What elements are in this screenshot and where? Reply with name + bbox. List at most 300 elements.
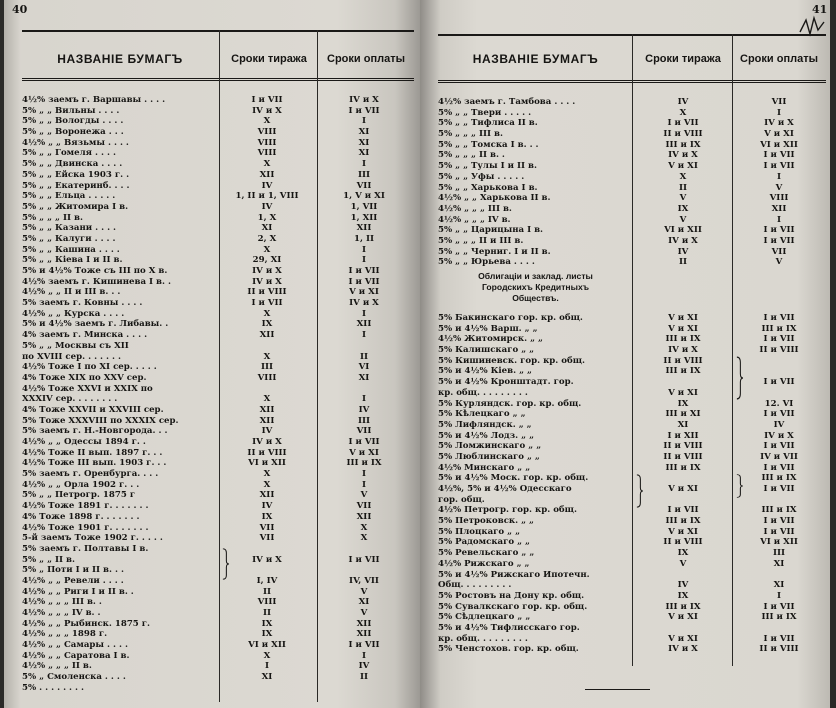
payment-dates (733, 570, 825, 581)
table-row (438, 644, 826, 655)
draw-dates: I и VII (667, 505, 699, 516)
table-row (22, 213, 414, 224)
group-brace (736, 474, 743, 498)
security-name: 5% „ „ Житомира I в. (22, 201, 129, 212)
payment-dates: IV, VII (349, 575, 379, 586)
payment-dates: I и VII (763, 633, 795, 644)
payment-dates: V (360, 608, 368, 618)
payment-dates: IV и VII (760, 451, 798, 462)
draw-dates: III и IX (665, 462, 701, 473)
security-name: 5% „ „ „ II и III в. (438, 235, 524, 246)
payment-dates: VI и XII (760, 139, 798, 150)
security-name: 4½% „ „ Орла 1902 г. . . (22, 479, 140, 490)
table-row (438, 559, 826, 570)
draw-dates: II (678, 182, 688, 193)
payment-dates: II и VIII (759, 644, 799, 655)
payment-dates: XI (773, 558, 785, 569)
security-name: 4% Тоже XXVII и XXVIII сер. (22, 404, 164, 415)
security-name: 5% „ „ „ II в. (22, 212, 83, 223)
right-page (420, 0, 830, 708)
table-row (22, 319, 414, 330)
payment-dates: V (775, 257, 783, 268)
security-name: 5% Ченстохов. гор. кр. общ. (438, 644, 579, 655)
draw-dates (218, 341, 316, 352)
payment-dates: I (361, 159, 367, 170)
table-row (22, 255, 414, 266)
security-name: 5% Ревельскаго „ „ (438, 548, 535, 559)
table-row (438, 97, 826, 108)
security-name: 5% заемъ г. Полтавы I в. (22, 543, 149, 554)
payment-dates: I и VII (763, 313, 795, 323)
payment-dates: V и XI (764, 129, 794, 140)
payment-dates: IV (358, 404, 370, 415)
header-draw-dates: Сроки тиража (231, 53, 307, 65)
draw-dates: 1, X (257, 212, 277, 223)
security-name: 4½%, 5% и 4½% Одесскаго (438, 484, 572, 494)
table-row (438, 366, 826, 377)
draw-dates: V (679, 558, 687, 569)
payment-dates: I и VII (763, 161, 795, 172)
payment-dates: I и VII (348, 437, 380, 447)
payment-dates: II (359, 672, 369, 683)
security-name: 5% „ Смоленска . . . . (22, 672, 126, 683)
payment-dates: 1, V и XI (343, 191, 385, 202)
security-name: 5% „ „ Харькова I в. (438, 182, 538, 193)
table-row (22, 181, 414, 192)
draw-dates: XII (259, 415, 275, 426)
payment-dates: III и IX (346, 458, 382, 469)
draw-dates: IV (261, 426, 273, 437)
draw-dates: X (263, 469, 271, 480)
payment-dates: IV и X (349, 95, 379, 105)
draw-dates: IV и X (252, 266, 282, 276)
security-name: 4½% „ „ „ III в. . (22, 597, 102, 608)
table-row (438, 204, 826, 215)
closing-rule (585, 689, 650, 690)
draw-dates (218, 565, 316, 576)
table-row (22, 437, 414, 448)
draw-dates: V и XI (668, 526, 698, 537)
payment-dates: I (776, 214, 782, 225)
draw-dates: VIII (257, 372, 277, 383)
draw-dates (633, 377, 733, 388)
security-name: 5% Сѣдлецкаго „ „ (438, 612, 531, 623)
table-row (438, 409, 826, 420)
payment-dates: XII (356, 618, 372, 629)
draw-dates: V (679, 193, 687, 204)
table-row (22, 565, 414, 576)
payment-dates: I и VII (763, 150, 795, 161)
security-name: 5% и 4½% Лодз. „ „ (438, 430, 535, 441)
draw-dates: X (679, 107, 687, 118)
draw-dates: V и XI (668, 387, 698, 398)
security-name: 5% „ „ Москвы съ XII (22, 340, 129, 351)
payment-dates: IV (358, 661, 370, 672)
security-name: 5% и 4½% Моск. гор. кр. общ. (438, 473, 589, 484)
security-name: 5% „ „ Ейска 1903 г. . (22, 169, 130, 180)
draw-dates: IV (677, 97, 689, 107)
table-row (22, 287, 414, 298)
group-brace (736, 356, 743, 400)
payment-dates: 12. VI (764, 398, 794, 409)
security-name: 5% и 4½% Тоже съ III по X в. (22, 266, 168, 276)
draw-dates: IX (677, 203, 689, 214)
payment-dates: XI (358, 127, 370, 138)
draw-dates: X (263, 479, 271, 490)
table-row (438, 108, 826, 119)
table-row (22, 523, 414, 534)
security-name: 5% „ „ „ III в. (438, 129, 503, 140)
security-name: кр. общ. . . . . . . . . (438, 633, 528, 644)
payment-dates: I (361, 244, 367, 255)
table-row (22, 405, 414, 416)
draw-dates: III и IX (665, 334, 701, 345)
header-draw-dates: Сроки тиража (645, 53, 721, 65)
security-name: 5% „ „ Тулы I и II в. (438, 161, 537, 172)
draw-dates: XI (261, 672, 273, 683)
payment-dates: I (776, 107, 782, 118)
security-name: 5% „ „ Казани . . . . (22, 223, 117, 234)
draw-dates: II и VIII (663, 355, 703, 366)
draw-dates: V и XI (668, 633, 698, 644)
left-page (4, 0, 420, 708)
security-name: 5% Курляндск. гор. кр. общ. (438, 398, 582, 409)
table-row (22, 651, 414, 662)
security-name: 4½% Житомирск. „ „ (438, 334, 543, 345)
security-name: 5% и 4½% Рижскаго Ипотечн. (438, 569, 590, 580)
table-row (22, 683, 414, 694)
draw-dates: V (679, 214, 687, 225)
security-name: 4% заемъ г. Минска . . . . (22, 330, 148, 341)
payment-dates: I и VII (348, 266, 380, 276)
table-row (438, 345, 826, 356)
table-row (22, 127, 414, 138)
payment-dates (316, 384, 412, 395)
draw-dates: II (262, 608, 272, 618)
table-row (22, 330, 414, 341)
section-heading-line: Обществъ. (512, 293, 559, 303)
payment-dates: I и VII (763, 409, 795, 420)
payment-dates: XII (356, 319, 372, 330)
page-number: 40 (12, 3, 28, 16)
draw-dates: III и XI (665, 409, 701, 420)
security-name: 4½% заемъ г. Варшавы . . . . (22, 95, 166, 105)
page-number: 41 (812, 3, 828, 16)
payment-dates: I и VII (763, 235, 795, 246)
table-row (438, 548, 826, 559)
securities-table (22, 95, 414, 694)
draw-dates: IV и X (668, 150, 698, 161)
draw-dates: IV и X (252, 554, 282, 565)
draw-dates: IV (261, 180, 273, 191)
draw-dates: VI и XII (664, 225, 702, 236)
table-row (22, 223, 414, 234)
draw-dates: II и VIII (663, 441, 703, 452)
draw-dates: II и VIII (663, 451, 703, 462)
security-name: 4½% „ „ „ IV в. . (22, 608, 101, 618)
security-name: 5% Кишиневск. гор. кр. общ. (438, 355, 586, 366)
table-row (22, 362, 414, 373)
table-row (22, 159, 414, 170)
security-name: 4½% Минскаго „ „ (438, 462, 531, 473)
security-name: по XVIII сер. . . . . . . (22, 351, 122, 362)
table-row (22, 661, 414, 672)
draw-dates: II и VIII (663, 129, 703, 140)
payment-dates: XI (358, 148, 370, 159)
table-row (22, 448, 414, 459)
payment-dates: III и IX (761, 612, 797, 623)
security-name: XXXIV сер. . . . . . . . (22, 394, 118, 405)
payment-dates: V (360, 586, 368, 597)
table-row (438, 129, 826, 140)
payment-dates: VII (356, 501, 372, 512)
security-name: 5% Ломжинскаго „ „ (438, 441, 542, 452)
draw-dates (633, 570, 733, 581)
payment-dates: I (361, 394, 367, 405)
payment-dates: I (361, 650, 367, 661)
table-row (438, 431, 826, 442)
payment-dates: VII (356, 180, 372, 191)
security-name: 5% Люблинскаго „ „ (438, 451, 540, 462)
draw-dates: IX (677, 548, 689, 559)
security-name: 5% „ „ Воронежа . . . (22, 127, 124, 138)
security-name: 5% Тоже XXXVIII по XXXIX сер. (22, 415, 179, 426)
payment-dates: X (360, 533, 368, 544)
draw-dates: X (263, 351, 271, 362)
table-row (438, 313, 826, 324)
table-row (22, 191, 414, 202)
payment-dates: VII (771, 246, 787, 257)
security-name: 4½% „ „ II и III в. . . (22, 287, 121, 298)
table-row (438, 441, 826, 452)
draw-dates: III (260, 362, 274, 373)
table-row (22, 384, 414, 395)
security-name: 4½% Тоже 1891 г. . . . . . . (22, 501, 149, 512)
table-row (438, 527, 826, 538)
draw-dates: II и VIII (663, 537, 703, 548)
payment-dates: 1, VII (350, 201, 378, 212)
table-row (22, 640, 414, 651)
security-name: 5% и 4½% Варш. „ „ (438, 323, 538, 334)
draw-dates: IV (677, 246, 689, 257)
draw-dates: IV (261, 501, 273, 512)
payment-dates: VII (356, 426, 372, 437)
security-name: 5% Плоцкаго „ „ (438, 526, 521, 537)
draw-dates: XII (259, 330, 275, 341)
table-row (22, 416, 414, 427)
payment-dates (733, 366, 825, 377)
payment-dates: V (360, 490, 368, 501)
security-name: 4½% „ „ Вязьмы . . . . (22, 137, 129, 148)
security-name: 4½% „ „ Саратова I в. (22, 650, 130, 661)
payment-dates (316, 565, 412, 576)
draw-dates: I и VII (667, 118, 699, 129)
draw-dates: XI (677, 419, 689, 430)
security-name: 4½% „ „ „ III в. (438, 203, 512, 214)
security-name: 5% Ростовъ на Дону кр. общ. (438, 590, 585, 601)
table-row (22, 469, 414, 480)
table-row (438, 150, 826, 161)
table-row (438, 623, 826, 634)
security-name: 4½% Тоже I по XI сер. . . . . (22, 362, 157, 373)
table-row (438, 580, 826, 591)
header-payment-dates: Сроки оплаты (740, 53, 818, 65)
payment-dates: V (775, 182, 783, 193)
table-row (438, 591, 826, 602)
table-row (438, 484, 826, 495)
draw-dates (218, 384, 316, 395)
table-row (22, 490, 414, 501)
security-name: 5% и 4½% Тифлисскаго гор. (438, 622, 580, 633)
draw-dates: X (263, 394, 271, 405)
table-row (438, 161, 826, 172)
table-row (438, 334, 826, 345)
security-name: 5% „ Поти I и II в. . . (22, 565, 124, 576)
draw-dates: XII (259, 169, 275, 180)
draw-dates: III и IX (665, 516, 701, 527)
table-row (22, 116, 414, 127)
table-row (438, 570, 826, 581)
payment-dates: XI (358, 137, 370, 148)
table-row (438, 356, 826, 367)
payment-dates: XII (771, 203, 787, 214)
payment-dates: I (361, 479, 367, 490)
payment-dates: XI (773, 580, 785, 591)
draw-dates: IV и X (252, 276, 282, 287)
security-name: 4½% Тоже 1901 г. . . . . . . (22, 522, 149, 533)
security-name: 5% . . . . . . . . (22, 682, 85, 693)
security-name: 4½% „ „ „ 1898 г. (22, 629, 108, 640)
header-security-name: НАЗВАНІЕ БУМАГЪ (57, 52, 183, 66)
payment-dates: I и VII (763, 526, 795, 537)
payment-dates: I и VII (763, 601, 795, 612)
security-name: 5% „ „ Вильны . . . . (22, 105, 120, 116)
table-row (22, 234, 414, 245)
table-row (22, 394, 414, 405)
security-name: 4½% „ „ Харькова II в. (438, 193, 551, 204)
payment-dates: VI и XII (760, 537, 798, 548)
table-row (438, 634, 826, 645)
table-row (22, 597, 414, 608)
security-name: 4% Тоже XIX по XXV сер. (22, 372, 147, 383)
security-name: 5% „ „ Ельца . . . . . (22, 191, 116, 202)
table-row (22, 170, 414, 181)
table-row (22, 309, 414, 320)
payment-dates: III (357, 415, 371, 426)
draw-dates: IV (261, 201, 273, 212)
draw-dates: 2, X (257, 233, 277, 244)
table-row (22, 138, 414, 149)
table-row (438, 257, 826, 268)
draw-dates: IX (677, 590, 689, 601)
draw-dates: II и VIII (247, 287, 287, 298)
security-name: 4½% Тоже III вып. 1903 г. . . (22, 458, 167, 469)
security-name: 4½% „ „ Ревели . . . . (22, 575, 124, 586)
payment-dates: XII (356, 511, 372, 522)
security-name: 5% Радомскаго „ „ (438, 537, 530, 548)
table-row (438, 399, 826, 410)
table-row (438, 388, 826, 399)
payment-dates (316, 341, 412, 352)
security-name: 5% „ „ Царицына I в. (438, 225, 544, 236)
security-name: 4½% заемъ г. Кишинева I в. . (22, 276, 171, 287)
security-name: 5% Петроковск. „ „ (438, 516, 534, 527)
draw-dates: VI и XII (248, 640, 286, 651)
table-row (22, 352, 414, 363)
draw-dates: I и VII (251, 298, 283, 309)
draw-dates: VIII (257, 597, 277, 608)
payment-dates: VIII (769, 193, 789, 204)
security-name: 4½% Тоже II вып. 1897 г. . . (22, 447, 163, 458)
security-name: 4½% „ „ Рыбинск. 1875 г. (22, 618, 151, 629)
security-name: 5% Бакинскаго гор. кр. общ. (438, 313, 583, 323)
payment-dates: III и IX (761, 505, 797, 516)
security-name: 5% Калишскаго „ „ (438, 345, 535, 356)
security-name: 5% „ „ „ II в. . (438, 150, 505, 161)
table-row (22, 608, 414, 619)
payment-dates: I и VII (763, 516, 795, 527)
draw-dates: 29, XI (252, 255, 282, 266)
payment-dates: X (360, 522, 368, 533)
draw-dates (218, 683, 316, 694)
payment-dates: I и VII (763, 334, 795, 345)
table-row (22, 95, 414, 106)
security-name: 4½% Петрогр. гор. кр. общ. (438, 505, 577, 516)
draw-dates: V и XI (668, 612, 698, 623)
table-row (438, 495, 826, 506)
table-row (438, 377, 826, 388)
securities-table (438, 97, 826, 268)
draw-dates (633, 495, 733, 506)
payment-dates: II и VIII (759, 345, 799, 356)
header-rule (22, 78, 414, 81)
security-name: 4½% Тоже XXVI и XXIX по (22, 383, 153, 394)
table-row (438, 193, 826, 204)
table-row (22, 619, 414, 630)
draw-dates: IV (677, 580, 689, 591)
payment-dates: I (361, 330, 367, 341)
payment-dates: III (357, 169, 371, 180)
payment-dates: IV (773, 419, 785, 430)
draw-dates: V и XI (668, 484, 698, 494)
security-name: 5% „ „ Калуги . . . . (22, 233, 116, 244)
draw-dates: I и VII (251, 95, 283, 105)
payment-dates: I (361, 469, 367, 480)
security-name: 5% „ „ Тифлиса II в. (438, 118, 538, 129)
draw-dates: I (264, 661, 270, 672)
payment-dates: I (361, 308, 367, 319)
credit-societies-table (438, 313, 826, 655)
payment-dates: III и IX (761, 323, 797, 334)
payment-dates (316, 544, 412, 555)
draw-dates: III и IX (665, 366, 701, 377)
draw-dates: VII (259, 533, 275, 544)
security-name: 5% „ „ Кiева I и II в. (22, 255, 123, 266)
table-row (22, 245, 414, 256)
draw-dates: VIII (257, 127, 277, 138)
table-row (22, 544, 414, 555)
table-row (438, 420, 826, 431)
table-row (22, 576, 414, 587)
draw-dates: II (262, 586, 272, 597)
table-row (22, 587, 414, 598)
table-row (22, 533, 414, 544)
draw-dates: X (263, 116, 271, 127)
draw-dates: X (263, 159, 271, 170)
draw-dates: VII (259, 522, 275, 533)
payment-dates: I и VII (763, 225, 795, 236)
payment-dates: I и VII (348, 276, 380, 287)
